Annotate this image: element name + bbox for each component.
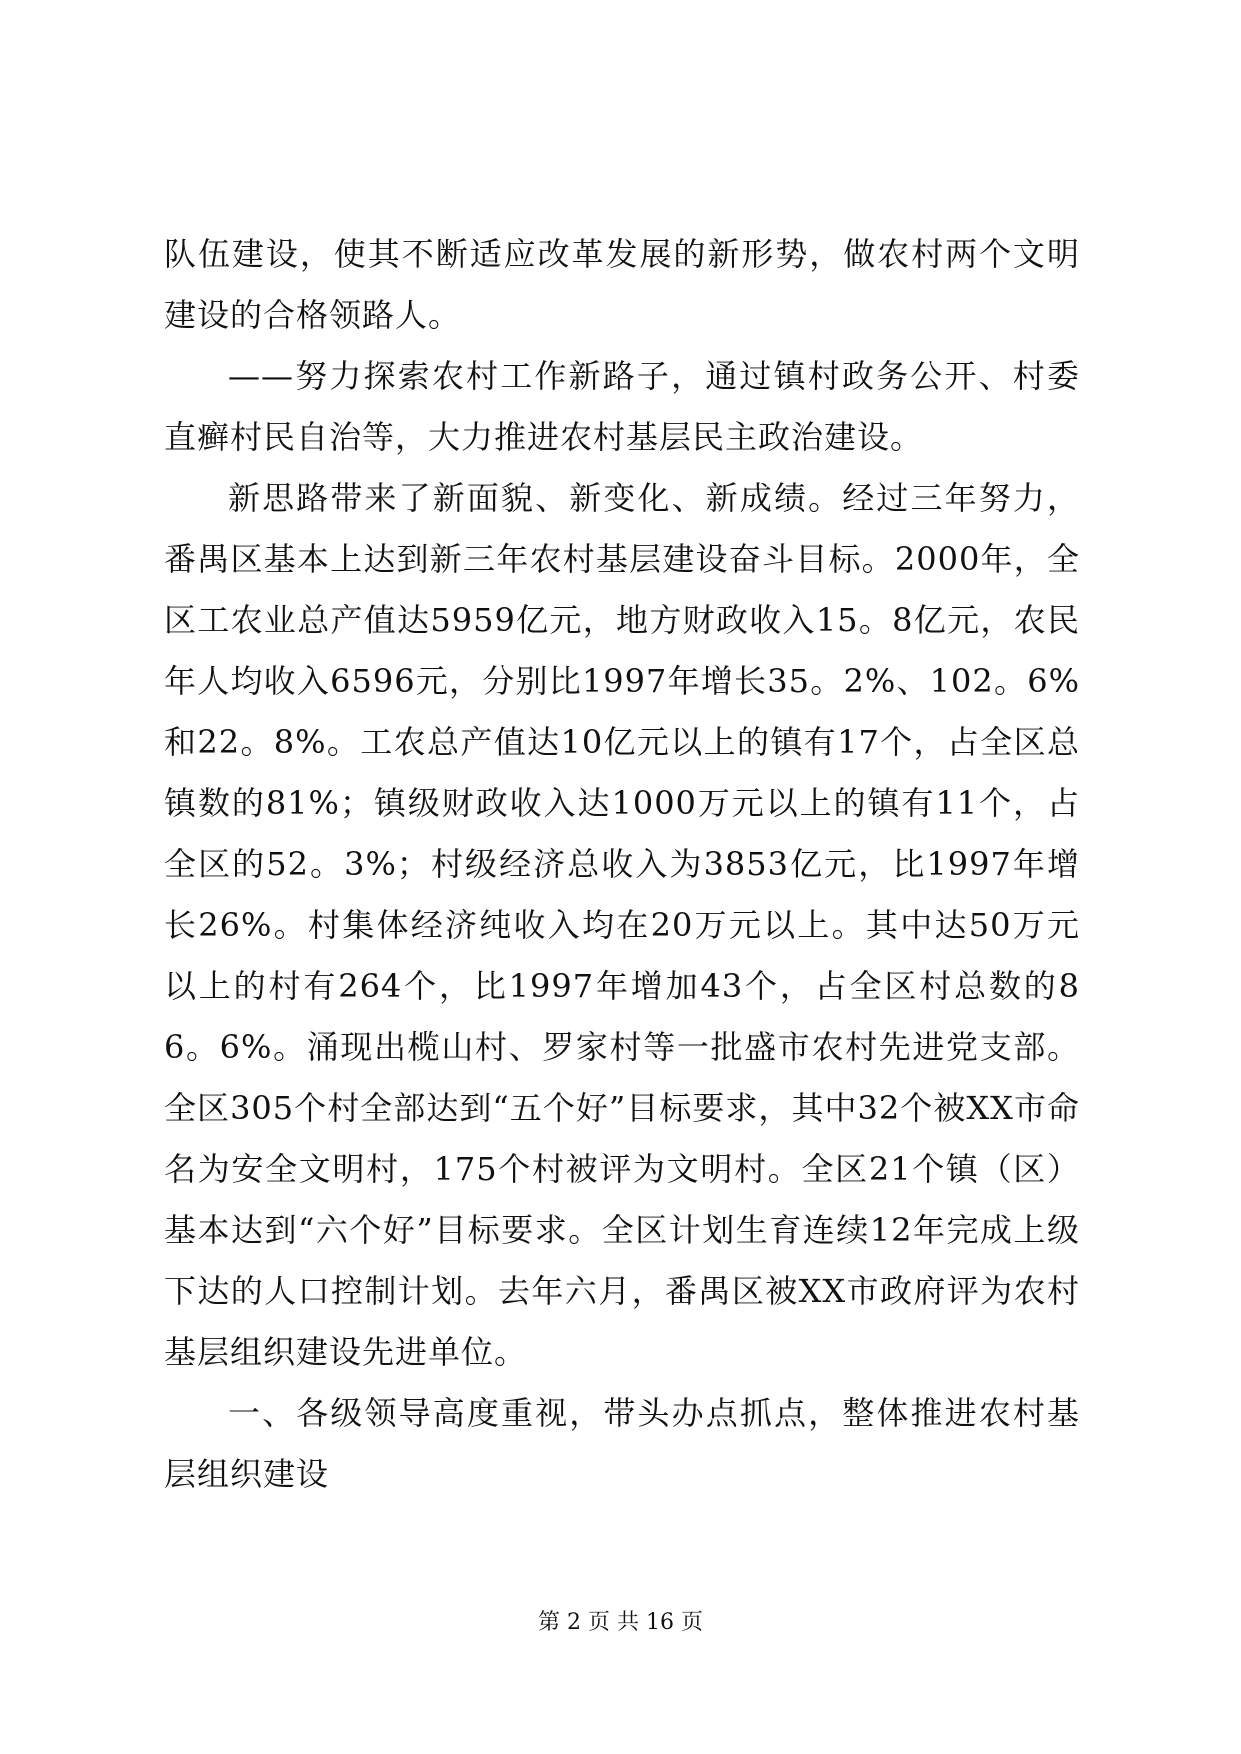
paragraph-achievements: 新思路带来了新面貌、新变化、新成绩。经过三年努力，番禺区基本上达到新三年农村基层建设奋斗目标。2000年，全区工农业总产值达5959亿元，地方财政收入15。8亿元，农民年人均收入6596元，分别比1997年增长35。2%、102。6%和22。8%。工农总产值达10亿元以上的镇有17个，占全区总镇数的81%；镇级财政收入达1000万元以上的镇有11个，占全区的52。3%；村级经济总收入为3853亿元，比1997年增长26%。村集体经济纯收入均在20万元以上。其中达50万元以上的村有264个，比1997年增加43个，占全区村总数的86。6%。涌现出榄山村、罗家村等一批盛市农村先进党支部。全区305个村全部达到“五个好”目标要求，其中32个被XX市命名为安全文明村，175个村被评为文明村。全区21个镇（区）基本达到“六个好”目标要求。全区计划生育连续12年完成上级下达的人口控制计划。去年六月，番禺区被XX市政府评为农村基层组织建设先进单位。 — [164, 479, 1080, 1371]
section-heading-one: 一、各级领导高度重视，带头办点抓点，整体推进农村基层组织建设 — [164, 1394, 1080, 1493]
paragraph-continuation: 队伍建设，使其不断适应改革发展的新形势，做农村两个文明建设的合格领路人。 — [164, 235, 1080, 334]
page-footer: 第 2 页 共 16 页 — [538, 1610, 703, 1635]
paragraph-rural-work: ——努力探索农村工作新路子，通过镇村政务公开、村委直癣村民自治等，大力推进农村基层民主政治建设。 — [164, 357, 1080, 456]
document-body — [164, 224, 1080, 1505]
